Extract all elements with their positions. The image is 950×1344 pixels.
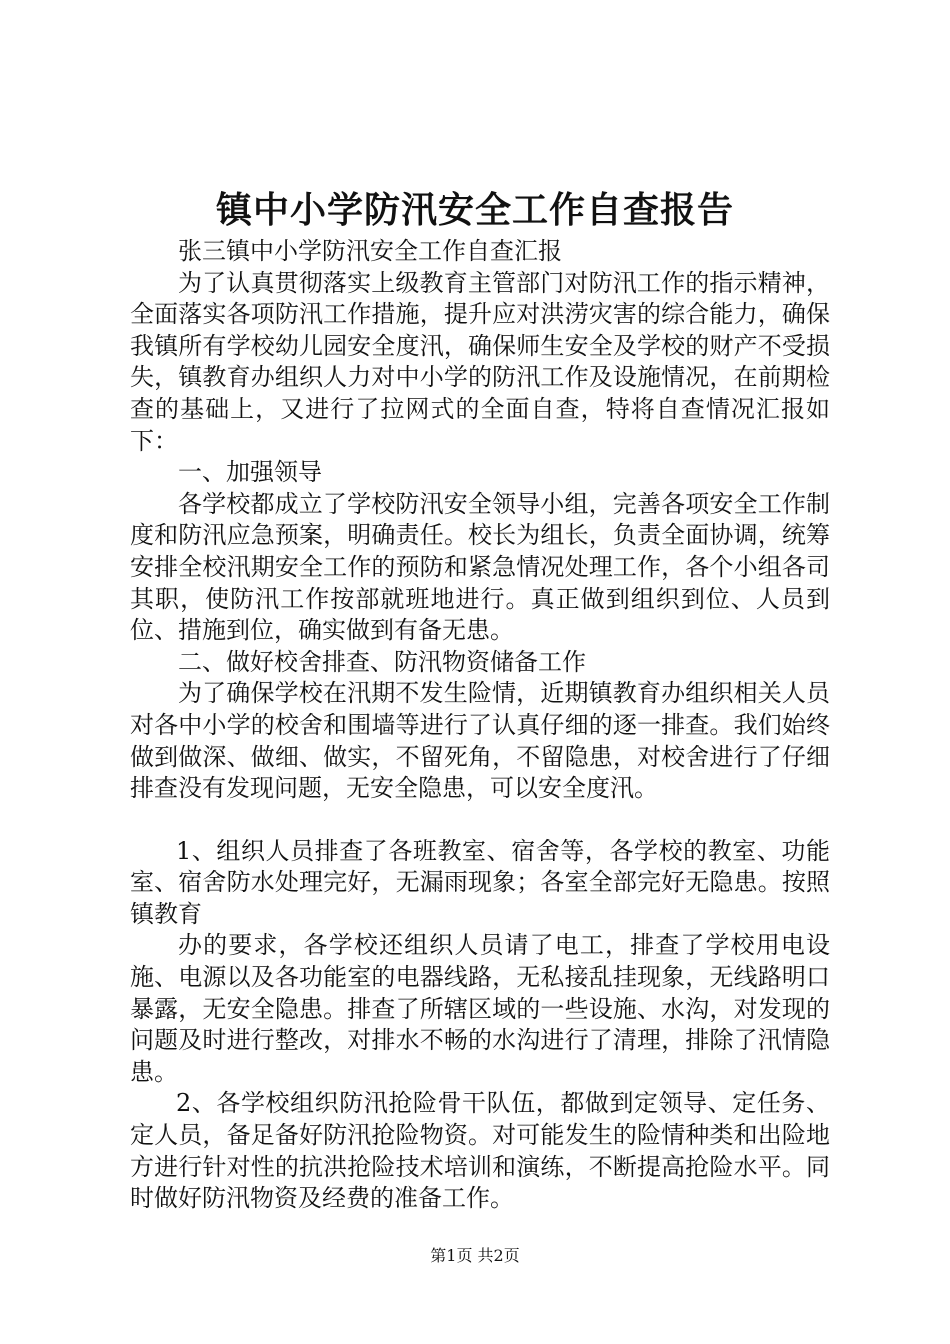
- document-subtitle: 张三镇中小学防汛安全工作自查汇报: [178, 237, 562, 265]
- paragraph-inspection: 为了确保学校在汛期不发生险情，近期镇教育办组织相关人员对各中小学的校舍和围墙等进行了认真仔细的逐一排查。我们始终做到做深、做细、做实，不留死角，不留隐患，对校舍进行了仔细排查没有发现问题，无安全隐患，可以安全度汛。: [130, 679, 830, 803]
- document-body: [130, 236, 830, 1215]
- paragraph-leadership: 各学校都成立了学校防汛安全领导小组，完善各项安全工作制度和防汛应急预案，明确责任。校长为组长，负责全面协调，统筹安排全校汛期安全工作的预防和紧急情况处理工作，各个小组各司其职，使防汛工作按部就班地进行。真正做到组织到位、人员到位、措施到位，确实做到有备无患。: [130, 489, 830, 645]
- paragraph-item-1-continued: 办的要求，各学校还组织人员请了电工，排查了学校用电设施、电源以及各功能室的电器线路，无私接乱挂现象，无线路明口暴露，无安全隐患。排查了所辖区域的一些设施、水沟，对发现的问题及时进行整改，对排水不畅的水沟进行了清理，排除了汛情隐患。: [130, 931, 830, 1086]
- paragraph-item-1: 1、组织人员排查了各班教室、宿舍等，各学校的教室、功能室、宿舍防水处理完好，无漏雨现象；各室全部完好无隐患。按照镇教育: [130, 836, 830, 928]
- section-heading-leadership: 一、加强领导: [178, 458, 322, 487]
- paragraph-gap: [130, 805, 830, 836]
- paragraph-intro: 为了认真贯彻落实上级教育主管部门对防汛工作的指示精神，全面落实各项防汛工作措施，提升应对洪涝灾害的综合能力，确保我镇所有学校幼儿园安全度汛，确保师生安全及学校的财产不受损失，镇教育办组织人力对中小学的防汛工作及设施情况，在前期检查的基础上，又进行了拉网式的全面自查，特将自查情况汇报如下：: [130, 268, 830, 455]
- page-footer: 第1页 共2页: [430, 1246, 520, 1265]
- document-title: 镇中小学防汛安全工作自查报告: [215, 189, 734, 231]
- paragraph-item-2: 2、各学校组织防汛抢险骨干队伍，都做到定领导、定任务、定人员，备足备好防汛抢险物资。对可能发生的险情种类和出险地方进行针对性的抗洪抢险技术培训和演练，不断提高抢险水平。同时做好防汛物资及经费的准备工作。: [130, 1089, 830, 1213]
- section-heading-inspection: 二、做好校舍排查、防汛物资储备工作: [178, 647, 586, 676]
